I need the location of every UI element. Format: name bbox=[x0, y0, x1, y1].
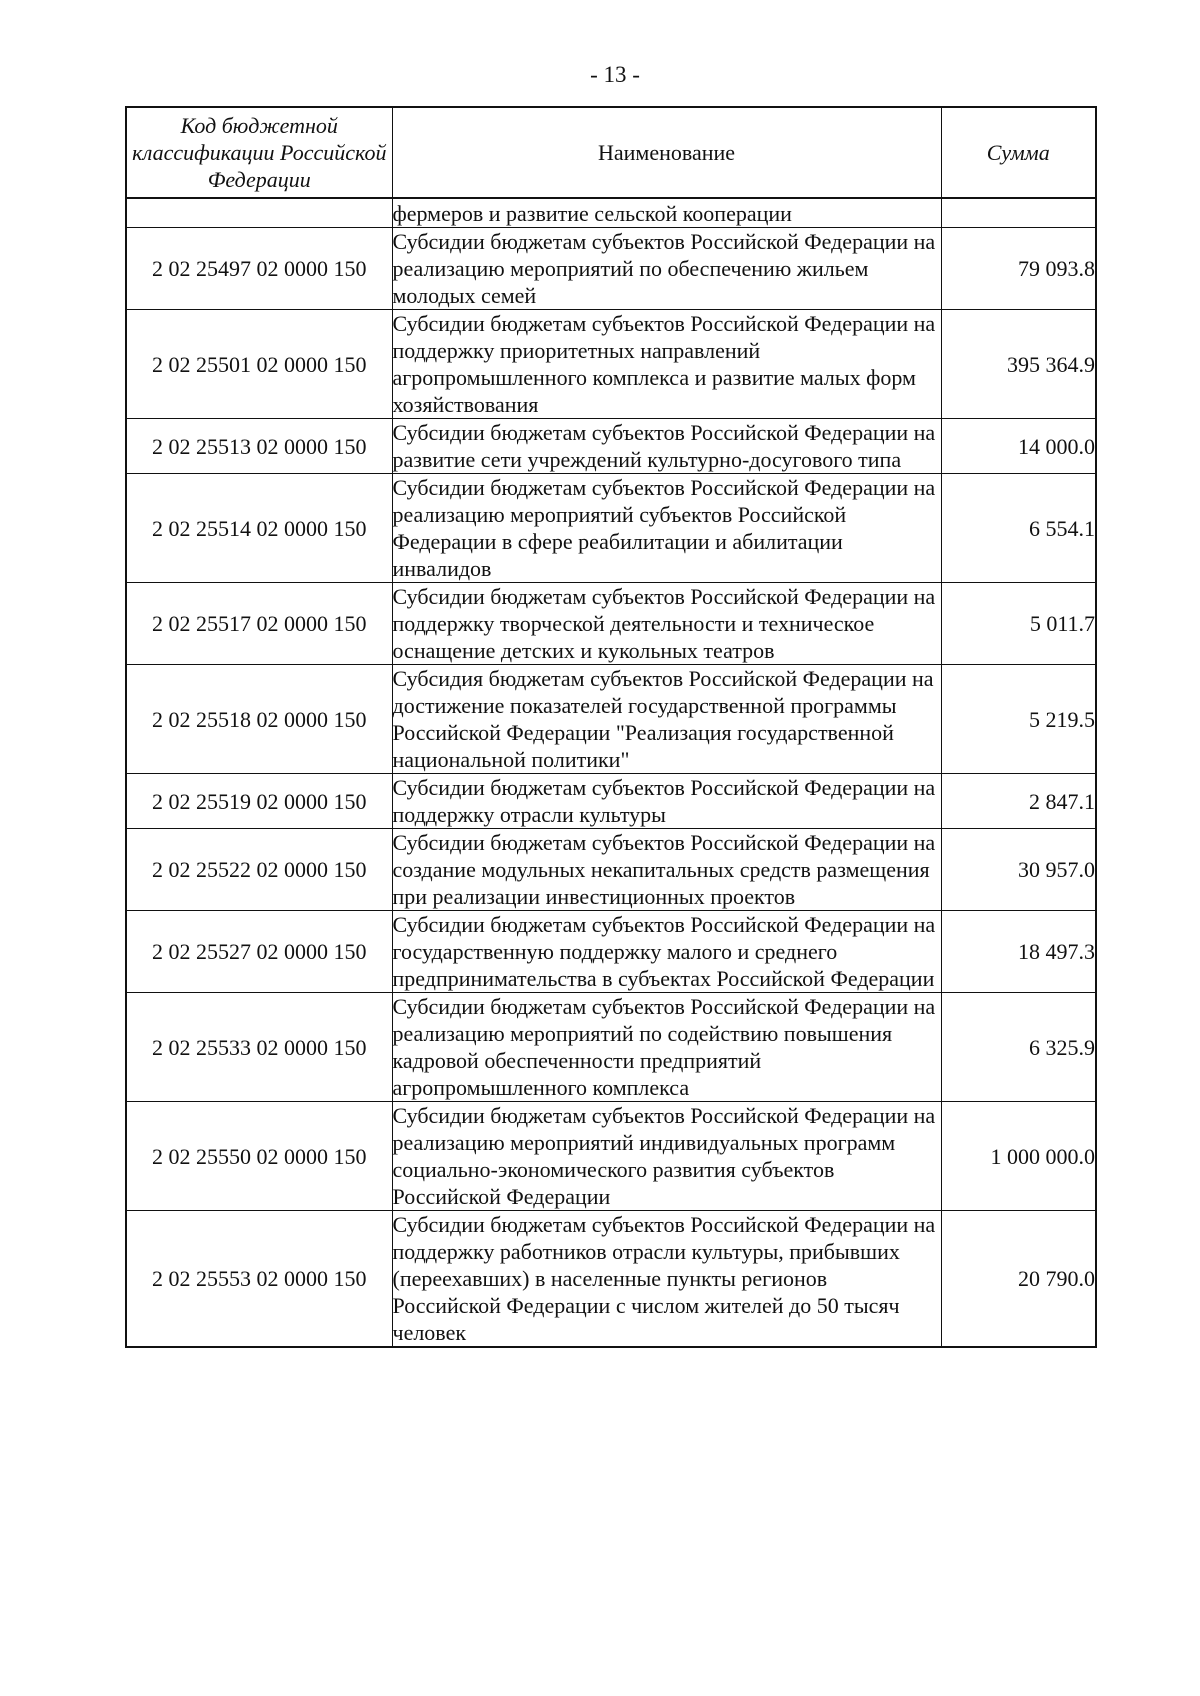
cell-code: 2 02 25527 02 0000 150 bbox=[126, 911, 392, 993]
cell-code: 2 02 25553 02 0000 150 bbox=[126, 1211, 392, 1348]
cell-sum: 14 000.0 bbox=[941, 419, 1096, 474]
cell-sum: 18 497.3 bbox=[941, 911, 1096, 993]
cell-code: 2 02 25550 02 0000 150 bbox=[126, 1102, 392, 1211]
cell-name: Субсидии бюджетам субъектов Российской Федерации на реализацию мероприятий по содействию повышения кадровой обеспеченности предприятий агропромышленного комплекса bbox=[392, 993, 941, 1102]
cell-sum: 5 219.5 bbox=[941, 665, 1096, 774]
cell-code: 2 02 25513 02 0000 150 bbox=[126, 419, 392, 474]
cell-name: Субсидии бюджетам субъектов Российской Федерации на государственную поддержку малого и среднего предпринимательства в субъектах Российской Федерации bbox=[392, 911, 941, 993]
cell-name: Субсидия бюджетам субъектов Российской Федерации на достижение показателей государственной программы Российской Федерации "Реализация государственной национальной политики" bbox=[392, 665, 941, 774]
cell-name: Субсидии бюджетам субъектов Российской Федерации на реализацию мероприятий индивидуальных программ социально-экономического развития субъектов Российской Федерации bbox=[392, 1102, 941, 1211]
cell-sum: 30 957.0 bbox=[941, 829, 1096, 911]
table-row bbox=[126, 665, 1096, 774]
table-row bbox=[126, 228, 1096, 310]
table-row bbox=[126, 774, 1096, 829]
table-row bbox=[126, 583, 1096, 665]
table-row bbox=[126, 993, 1096, 1102]
cell-name: Субсидии бюджетам субъектов Российской Федерации на поддержку отрасли культуры bbox=[392, 774, 941, 829]
cell-code: 2 02 25519 02 0000 150 bbox=[126, 774, 392, 829]
cell-name: Субсидии бюджетам субъектов Российской Федерации на создание модульных некапитальных средств размещения при реализации инвестиционных проектов bbox=[392, 829, 941, 911]
cell-code: 2 02 25522 02 0000 150 bbox=[126, 829, 392, 911]
cell-sum: 20 790.0 bbox=[941, 1211, 1096, 1348]
cell-name: Субсидии бюджетам субъектов Российской Федерации на реализацию мероприятий субъектов Российской Федерации в сфере реабилитации и абилитации инвалидов bbox=[392, 474, 941, 583]
page-number: - 13 - bbox=[590, 62, 640, 87]
cell-name: фермеров и развитие сельской кооперации bbox=[392, 198, 941, 228]
cell-sum: 1 000 000.0 bbox=[941, 1102, 1096, 1211]
table-row bbox=[126, 1102, 1096, 1211]
cell-code: 2 02 25533 02 0000 150 bbox=[126, 993, 392, 1102]
budget-classification-table bbox=[125, 106, 1097, 1348]
cell-sum: 2 847.1 bbox=[941, 774, 1096, 829]
cell-name: Субсидии бюджетам субъектов Российской Федерации на поддержку работников отрасли культуры, прибывших (переехавших) в населенные пункты регионов Российской Федерации с числом жителей до 50 тысяч человек bbox=[392, 1211, 941, 1348]
cell-sum bbox=[941, 198, 1096, 228]
header-code: Код бюджетной классификации Российской Федерации bbox=[126, 107, 392, 198]
cell-code bbox=[126, 198, 392, 228]
cell-name: Субсидии бюджетам субъектов Российской Федерации на поддержку приоритетных направлений агропромышленного комплекса и развитие малых форм хозяйствования bbox=[392, 310, 941, 419]
cell-sum: 79 093.8 bbox=[941, 228, 1096, 310]
cell-sum: 5 011.7 bbox=[941, 583, 1096, 665]
cell-code: 2 02 25497 02 0000 150 bbox=[126, 228, 392, 310]
cell-name: Субсидии бюджетам субъектов Российской Федерации на реализацию мероприятий по обеспечению жильем молодых семей bbox=[392, 228, 941, 310]
cell-name: Субсидии бюджетам субъектов Российской Федерации на развитие сети учреждений культурно-досугового типа bbox=[392, 419, 941, 474]
cell-code: 2 02 25518 02 0000 150 bbox=[126, 665, 392, 774]
table-row bbox=[126, 1211, 1096, 1348]
table-row bbox=[126, 474, 1096, 583]
table-header-row bbox=[126, 107, 1096, 198]
table-row bbox=[126, 911, 1096, 993]
table-body bbox=[126, 198, 1096, 1347]
cell-code: 2 02 25517 02 0000 150 bbox=[126, 583, 392, 665]
header-name: Наименование bbox=[392, 107, 941, 198]
cell-sum: 6 325.9 bbox=[941, 993, 1096, 1102]
cell-code: 2 02 25514 02 0000 150 bbox=[126, 474, 392, 583]
cell-sum: 395 364.9 bbox=[941, 310, 1096, 419]
cell-sum: 6 554.1 bbox=[941, 474, 1096, 583]
cell-code: 2 02 25501 02 0000 150 bbox=[126, 310, 392, 419]
table-row bbox=[126, 419, 1096, 474]
header-sum: Сумма bbox=[941, 107, 1096, 198]
cell-name: Субсидии бюджетам субъектов Российской Федерации на поддержку творческой деятельности и техническое оснащение детских и кукольных театров bbox=[392, 583, 941, 665]
table-row bbox=[126, 310, 1096, 419]
table-row-continuation bbox=[126, 198, 1096, 228]
table-row bbox=[126, 829, 1096, 911]
